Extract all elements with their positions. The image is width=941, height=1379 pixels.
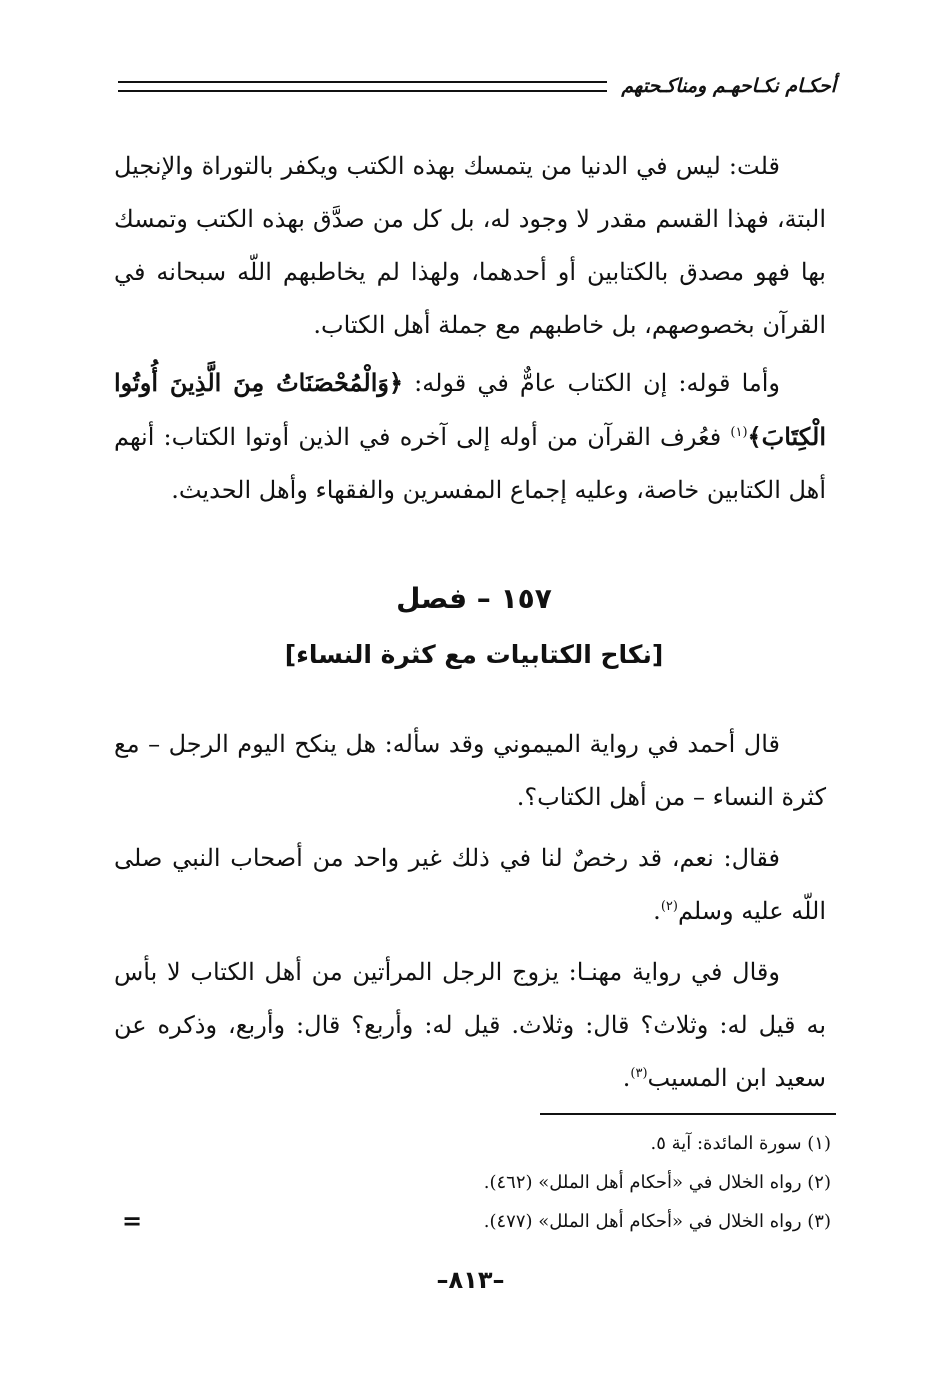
footnote-2: (٢) رواه الخلال في «أحكام أهل الملل» (٤٦٢). <box>483 1172 831 1193</box>
footnote-ref-3: (٣) <box>630 1066 648 1081</box>
paragraph-5-text: وقال في رواية مهنـا: يزوج الرجل المرأتين من أهل الكتاب لا بأس به قيل له: وثلاث؟ قال: وثلاث. قيل له: وأربع؟ قال: وأربع، وذكره عن سعيد ابن المسيب <box>114 958 826 1092</box>
running-title: أحكـام نكـاحهـم ومناكـحتهم <box>621 75 836 97</box>
header-double-rule <box>118 81 607 92</box>
body-section-2 <box>114 718 826 1105</box>
paragraph-4 <box>114 832 826 938</box>
body-section-1 <box>114 140 826 517</box>
section-title: [نكاح الكتابيات مع كثرة النساء] <box>284 640 664 669</box>
footnote-separator <box>540 1113 836 1115</box>
paragraph-5 <box>114 946 826 1105</box>
footnote-3: (٣) رواه الخلال في «أحكام أهل الملل» (٤٧٧). <box>483 1211 831 1232</box>
section-number: ١٥٧ – فصل <box>396 582 552 615</box>
footnote-ref-2: (٢) <box>660 899 678 914</box>
quran-verse: ﴿وَالْمُحْصَنَاتُ مِنَ الَّذِينَ أُوتُوا الْكِتَابَ﴾ <box>114 368 826 451</box>
paragraph-2 <box>114 356 826 517</box>
running-header <box>118 66 836 106</box>
page-number: –٨١٣– <box>436 1266 505 1294</box>
paragraph-4-text: فقال: نعم، قد رخصٌ لنا في ذلك غير واحد من أصحاب النبي صلى اللّه عليه وسلم <box>114 844 826 925</box>
footnotes <box>119 1124 831 1241</box>
paragraph-4-end: . <box>653 897 661 925</box>
paragraph-5-end: . <box>622 1064 631 1092</box>
continuation-mark: = <box>122 1207 143 1235</box>
footnote-ref-1: (١) <box>730 425 748 440</box>
footnote-1: (١) سورة المائدة: آية ٥. <box>650 1133 831 1154</box>
paragraph-2-intro: وأما قوله: إن الكتاب عامٌّ في قوله: <box>403 369 781 397</box>
paragraph-2-rest: فعُرف القرآن من أوله إلى آخره في الذين أوتوا الكتاب: أنهم أهل الكتابين خاصة، وعليه إجماع المفسرين والفقهاء وأهل الحديث. <box>114 423 826 504</box>
paragraph-3: قال أحمد في رواية الميموني وقد سأله: هل ينكح اليوم الرجل – مع كثرة النساء – من أهل الكتاب؟. <box>114 730 826 811</box>
paragraph-1: قلت: ليس في الدنيا من يتمسك بهذه الكتب ويكفر بالتوراة والإنجيل البتة، فهذا القسم مقدر لا وجود له، بل كل من صدَّق بهذه الكتب وتمسك بها فهو مصدق بالكتابين أو أحدهما، ولهذا لم يخاطبهم اللّه سبحانه في القرآن بخصوصهم، بل خاطبهم مع جملة أهل الكتاب. <box>114 152 826 339</box>
